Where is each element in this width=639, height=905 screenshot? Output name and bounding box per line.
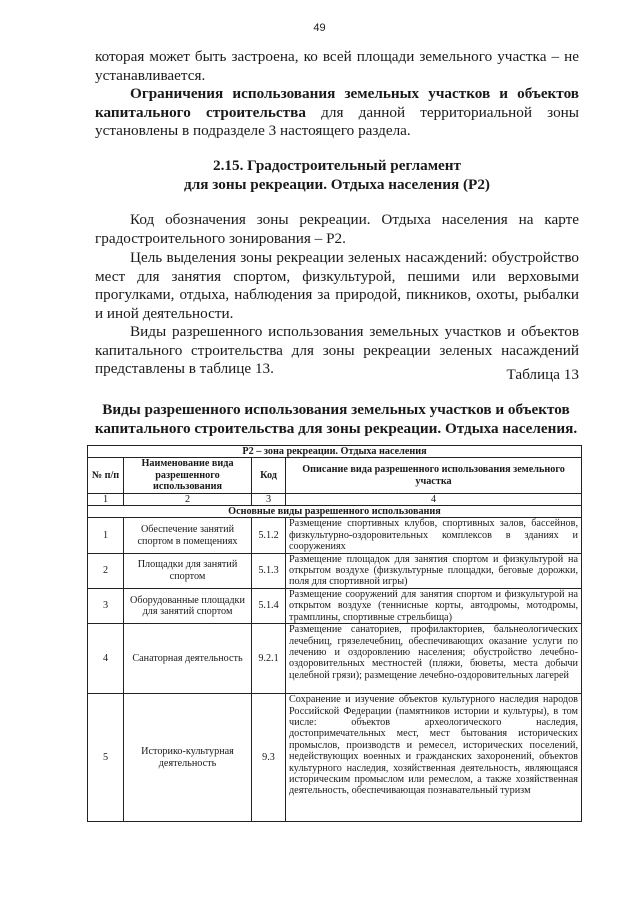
row-number: 2 <box>88 553 124 588</box>
row-description: Размещение спортивных клубов, спортивных залов, бассейнов, физкультурно-оздоровительных комплексов в зданиях и сооружениях <box>286 518 582 553</box>
table-row <box>88 518 582 553</box>
paragraph-restrictions <box>95 85 579 141</box>
table-row <box>88 624 582 694</box>
col-number-header: № п/п <box>88 458 124 493</box>
row-code: 5.1.2 <box>252 518 286 553</box>
row-name: Санаторная деятельность <box>124 624 252 694</box>
row-name: Площадки для занятий спортом <box>124 553 252 588</box>
col-index-2: 2 <box>124 493 252 505</box>
table-title <box>88 401 584 438</box>
col-index-4: 4 <box>286 493 582 505</box>
row-description: Размещение сооружений для занятия спортом и физкультурой на открытом воздухе (теннисные корты, автодромы, мотодромы, трамплины, спортивные стрельбища) <box>286 588 582 623</box>
row-number: 5 <box>88 694 124 822</box>
paragraph-table-reference: Виды разрешенного использования земельных участков и объектов капитального строительства для зоны рекреации зеленых насаждений представлены в таблице 13. <box>95 323 579 378</box>
permitted-use-table <box>87 445 582 822</box>
row-code: 5.1.3 <box>252 553 286 588</box>
table-label: Таблица 13 <box>506 366 579 383</box>
table-row <box>88 588 582 623</box>
col-index-3: 3 <box>252 493 286 505</box>
paragraph-zone-code: Код обозначения зоны рекреации. Отдыха населения на карте градостроительного зонирования – Р2. <box>95 211 579 247</box>
row-number: 1 <box>88 518 124 553</box>
col-code-header: Код <box>252 458 286 493</box>
section-title-row: Основные виды разрешенного использования <box>88 506 582 518</box>
row-description: Размещение площадок для занятия спортом и физкультурой на открытом воздухе (физкультурные площадки, беговые дорожки, поля для спортивной игры) <box>286 553 582 588</box>
row-name: Обеспечение занятий спортом в помещениях <box>124 518 252 553</box>
table-row <box>88 553 582 588</box>
zone-header: Р2 – зона рекреации. Отдыха населения <box>88 446 582 458</box>
row-name: Оборудованные площадки для занятий спортом <box>124 588 252 623</box>
section-heading-line2: для зоны рекреации. Отдыха населения (Р2) <box>184 175 490 193</box>
row-description: Сохранение и изучение объектов культурного наследия народов Российской Федерации (памятников истории и культуры), в том числе: объектов археологического наследия, достопримечательных мест, мест бытования исторических промыслов, производств и ремесел, исторических поселений, недействующих военных и гражданских захоронений, объектов культурного наследия, хозяйственная деятельность, являющаяся историческим промыслом или ремеслом, а также хозяйственная деятельность, обеспечивающая познавательный туризм <box>286 694 582 822</box>
table-row <box>88 694 582 822</box>
row-description: Размещение санаториев, профилакториев, бальнеологических лечебниц, грязелечебниц, обеспечивающих оказание услуги по лечению и оздоровлению населения; обустройство лечебно-оздоровительных местностей (пляжи, бюветы, места добычи целебной грязи); размещение лечебно-оздоровительных лагерей <box>286 624 582 694</box>
col-description-header: Описание вида разрешенного использования земельного участка <box>286 458 582 493</box>
page-number: 49 <box>313 22 326 34</box>
section-heading <box>95 157 579 194</box>
row-code: 9.3 <box>252 694 286 822</box>
col-index-1: 1 <box>88 493 124 505</box>
restrictions-text: для данной территориальной зоны установлены в подразделе 3 настоящего раздела. <box>95 103 579 140</box>
table-title-line2: капитального строительства для зоны рекреации. Отдыха населения. <box>94 419 578 437</box>
row-number: 3 <box>88 588 124 623</box>
col-name-header: Наименование вида разрешенного использования <box>124 458 252 493</box>
paragraph-continuation: которая может быть застроена, ко всей площади земельного участка – не устанавливается. <box>95 48 579 84</box>
paragraph-zone-purpose: Цель выделения зоны рекреации зеленых насаждений: обустройство мест для занятия спортом, физкультурой, пешими или верховыми прогулками, отдыха, наблюдения за природой, пикников, охоты, рыбалки и иной деятельности. <box>95 249 579 322</box>
row-code: 9.2.1 <box>252 624 286 694</box>
section-heading-line1: 2.15. Градостроительный регламент <box>212 157 461 174</box>
restrictions-bold-text: Ограничения использования земельных участков и объектов капитального строительства <box>95 85 579 121</box>
row-code: 5.1.4 <box>252 588 286 623</box>
row-number: 4 <box>88 624 124 694</box>
table-title-line1: Виды разрешенного использования земельных участков и объектов <box>102 401 570 418</box>
row-name: Историко-культурная деятельность <box>124 694 252 822</box>
